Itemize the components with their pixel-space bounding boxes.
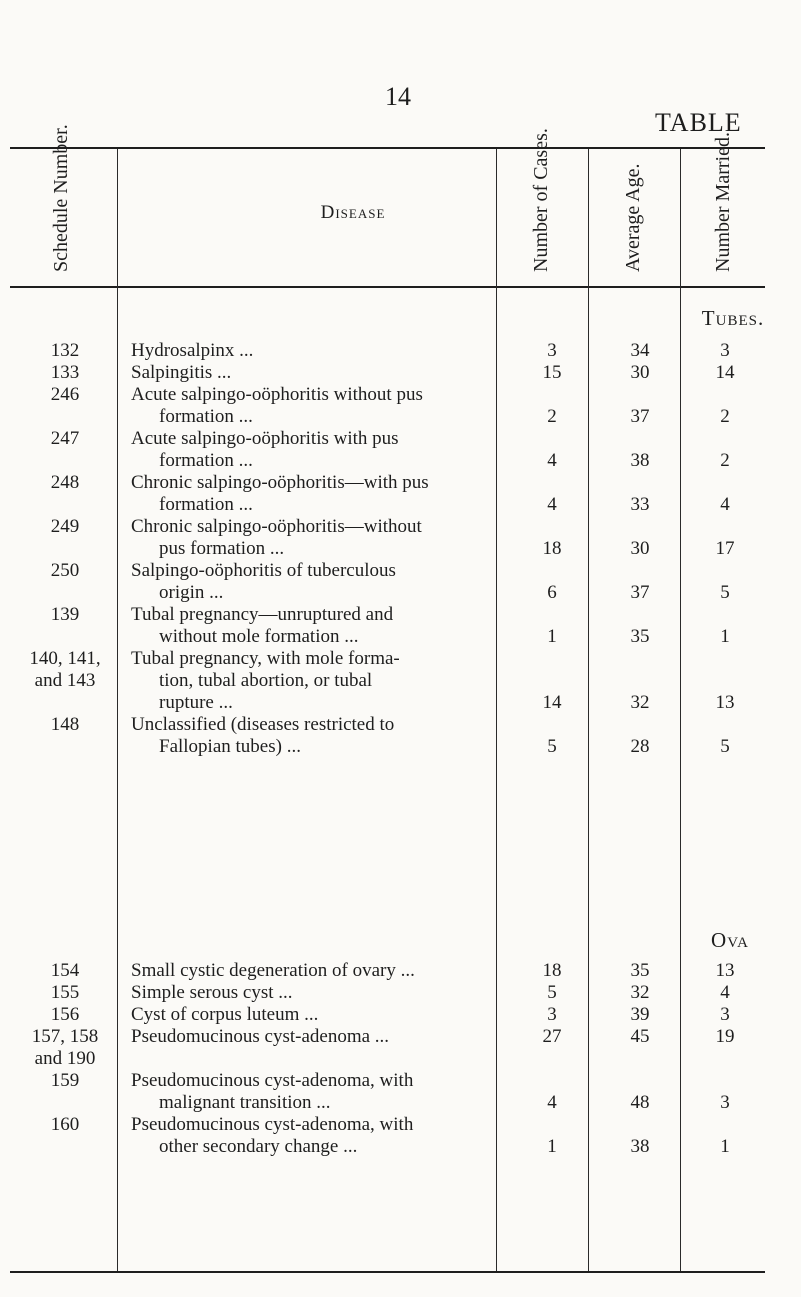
married-count: 3 <box>720 1004 730 1025</box>
disease-name <box>131 362 491 384</box>
schedule-number-line: 140, 141, <box>29 648 101 669</box>
header-schedule-number: Schedule Number. <box>50 124 72 272</box>
disease-line: other secondary change ... <box>159 1136 358 1157</box>
schedule-number: 249 <box>50 516 80 537</box>
cases-count: 1 <box>547 1136 557 1157</box>
disease-line: Pseudomucinous cyst-adenoma ... <box>131 1026 390 1047</box>
married-count: 2 <box>720 450 730 471</box>
header-disease <box>120 202 586 224</box>
average-age: 37 <box>630 406 650 427</box>
schedule-number: 247 <box>50 428 80 449</box>
average-age: 35 <box>630 626 650 647</box>
disease-name <box>131 384 491 428</box>
schedule-number: 148 <box>50 714 80 735</box>
disease-name <box>131 1114 491 1158</box>
cases-count: 6 <box>547 582 557 603</box>
average-age: 39 <box>630 1004 650 1025</box>
schedule-number <box>10 648 120 692</box>
average-age: 33 <box>630 494 650 515</box>
disease-name <box>131 604 491 648</box>
disease-line: Acute salpingo-oöphoritis without pus <box>131 384 423 405</box>
disease-name <box>131 1070 491 1114</box>
schedule-number: 139 <box>50 604 80 625</box>
disease-line: pus formation ... <box>159 538 285 559</box>
header-average-age: Average Age. <box>622 163 644 272</box>
cases-count: 5 <box>547 982 557 1003</box>
average-age: 45 <box>630 1026 650 1047</box>
schedule-number-line: 157, 158 <box>31 1026 99 1047</box>
disease-line: malignant transition ... <box>159 1092 331 1113</box>
header-top-rule <box>10 147 765 149</box>
disease-line: Tubal pregnancy, with mole forma- <box>131 648 400 669</box>
disease-line: Hydrosalpinx ... <box>131 340 254 361</box>
header-number-married: Number Married. <box>712 132 734 272</box>
schedule-number <box>10 1026 120 1070</box>
schedule-number: 156 <box>50 1004 80 1025</box>
disease-line: Pseudomucinous cyst-adenoma, with <box>131 1114 414 1135</box>
married-count: 4 <box>720 982 730 1003</box>
disease-line: Simple serous cyst ... <box>131 982 293 1003</box>
disease-line: Pseudomucinous cyst-adenoma, with <box>131 1070 414 1091</box>
disease-name <box>131 472 491 516</box>
cases-count: 4 <box>547 450 557 471</box>
married-count: 2 <box>720 406 730 427</box>
disease-line: Acute salpingo-oöphoritis with pus <box>131 428 399 449</box>
average-age: 30 <box>630 362 650 383</box>
disease-line: Small cystic degeneration of ovary ... <box>131 960 415 981</box>
average-age: 32 <box>630 692 650 713</box>
table-bottom-rule <box>10 1271 765 1273</box>
col-divider-2 <box>496 149 497 1271</box>
disease-line: Unclassified (diseases restricted to <box>131 714 395 735</box>
cases-count: 27 <box>542 1026 562 1047</box>
disease-line: tion, tubal abortion, or tubal <box>159 670 373 691</box>
average-age: 48 <box>630 1092 650 1113</box>
average-age: 34 <box>630 340 650 361</box>
married-count: 1 <box>720 626 730 647</box>
schedule-number-line: and 190 <box>34 1048 96 1069</box>
average-age: 30 <box>630 538 650 559</box>
married-count: 3 <box>720 1092 730 1113</box>
disease-line: Salpingo-oöphoritis of tuberculous <box>131 560 396 581</box>
average-age: 32 <box>630 982 650 1003</box>
schedule-number: 133 <box>50 362 80 383</box>
average-age: 28 <box>630 736 650 757</box>
cases-count: 18 <box>542 538 562 559</box>
cases-count: 15 <box>542 362 562 383</box>
schedule-number: 132 <box>50 340 80 361</box>
schedule-number: 248 <box>50 472 80 493</box>
section-label-tubes: Tubes. <box>701 306 765 330</box>
disease-name <box>131 648 491 714</box>
disease-line: Salpingitis ... <box>131 362 232 383</box>
schedule-number: 155 <box>50 982 80 1003</box>
disease-name <box>131 1026 491 1048</box>
married-count: 5 <box>720 736 730 757</box>
married-count: 19 <box>715 1026 735 1047</box>
average-age: 35 <box>630 960 650 981</box>
married-count: 14 <box>715 362 735 383</box>
married-count: 3 <box>720 340 730 361</box>
cases-count: 3 <box>547 1004 557 1025</box>
cases-count: 18 <box>542 960 562 981</box>
cases-count: 2 <box>547 406 557 427</box>
disease-line: formation ... <box>159 494 253 515</box>
disease-line: Tubal pregnancy—unruptured and <box>131 604 394 625</box>
disease-name <box>131 428 491 472</box>
disease-line: Fallopian tubes) ... <box>159 736 301 757</box>
header-number-of-cases: Number of Cases. <box>530 128 552 272</box>
schedule-number: 246 <box>50 384 80 405</box>
page-number: 14 <box>385 82 411 111</box>
disease-name <box>131 560 491 604</box>
disease-line: Chronic salpingo-oöphoritis—with pus <box>131 472 429 493</box>
married-count: 5 <box>720 582 730 603</box>
cases-count: 4 <box>547 1092 557 1113</box>
average-age: 38 <box>630 1136 650 1157</box>
cases-count: 4 <box>547 494 557 515</box>
cases-count: 3 <box>547 340 557 361</box>
schedule-number: 250 <box>50 560 80 581</box>
average-age: 38 <box>630 450 650 471</box>
schedule-number: 160 <box>50 1114 80 1135</box>
married-count: 13 <box>715 692 735 713</box>
married-count: 17 <box>715 538 735 559</box>
disease-line: rupture ... <box>159 692 233 713</box>
cases-count: 5 <box>547 736 557 757</box>
header-bottom-rule <box>10 286 765 288</box>
disease-name <box>131 340 491 362</box>
disease-line: Cyst of corpus luteum ... <box>131 1004 319 1025</box>
married-count: 4 <box>720 494 730 515</box>
schedule-number: 159 <box>50 1070 80 1091</box>
cases-count: 14 <box>542 692 562 713</box>
disease-name <box>131 1004 491 1026</box>
married-count: 1 <box>720 1136 730 1157</box>
disease-name <box>131 714 491 758</box>
average-age: 37 <box>630 582 650 603</box>
disease-name <box>131 516 491 560</box>
col-divider-1 <box>117 149 118 1271</box>
cases-count: 1 <box>547 626 557 647</box>
disease-line: origin ... <box>159 582 224 603</box>
disease-line: formation ... <box>159 450 253 471</box>
disease-line: formation ... <box>159 406 253 427</box>
disease-line: Chronic salpingo-oöphoritis—without <box>131 516 422 537</box>
disease-name <box>131 960 491 982</box>
disease-name <box>131 982 491 1004</box>
section-label-ova: Ova <box>711 928 749 952</box>
schedule-number-line: and 143 <box>34 670 96 691</box>
disease-line: without mole formation ... <box>159 626 359 647</box>
header-disease-text: Disease <box>320 202 386 223</box>
married-count: 13 <box>715 960 735 981</box>
table-title: TABLE <box>655 108 742 137</box>
schedule-number: 154 <box>50 960 80 981</box>
